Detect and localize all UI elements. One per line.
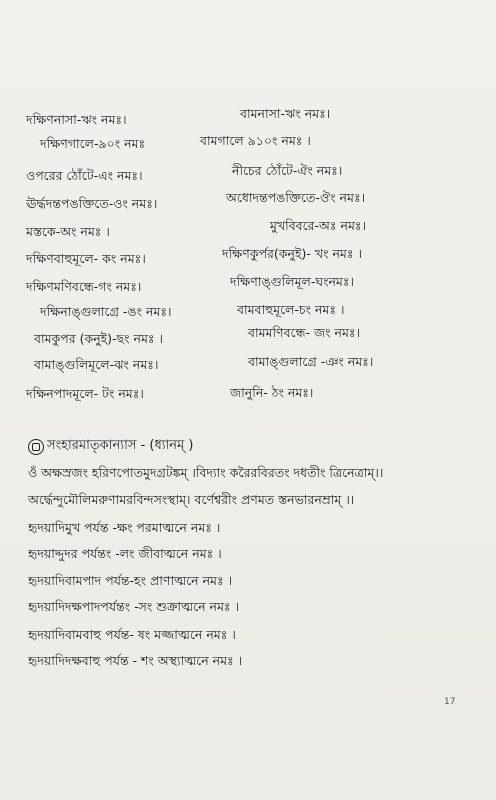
verse-line-7: হৃদয়াদিবামবাহু পর্যন্ত- ষং মজ্জাত্মনে নমঃ । (28, 627, 236, 642)
om-seal-icon (28, 439, 44, 455)
nyasa-right-3: নীচের ঠোঁটে-ঐং নমঃ। (232, 163, 343, 178)
nyasa-left-7: দক্ষিণমণিবন্ধে-গং নমঃ। (26, 279, 142, 294)
verse-line-3: হৃদয়াদিমুখ পর্যন্ত -ক্ষং পরমাত্মনে নমঃ । (28, 520, 221, 535)
nyasa-right-9: বামমণিবন্ধে- জং নমঃ। (248, 325, 361, 340)
nyasa-right-8: বামবাহুমূলে-চং নমঃ । (237, 302, 345, 317)
nyasa-left-4: ঊর্দ্ধদন্তপঙক্তিতে-ওং নমঃ। (26, 196, 158, 211)
nyasa-right-1: বামনাসা-ঋং নমঃ। (240, 106, 331, 121)
nyasa-left-3: ওপরের ঠোঁটে-এং নমঃ। (26, 168, 143, 183)
section-title: সংহারমাতৃকান্যাস - (ধ্যানম্ ) (47, 438, 194, 453)
nyasa-left-2: দক্ষিণগালে-৯০ং নমঃ (40, 136, 146, 151)
verse-line-6: হৃদয়াদিদক্ষপাদপর্যন্তং -সং শুক্রাত্মনে নমঃ । (28, 599, 240, 614)
nyasa-left-9: বামকুপর (কনুই)-ছং নমঃ । (34, 331, 164, 346)
nyasa-right-4: অধোদন্তপঙক্তিতে-ঔং নমঃ। (226, 190, 366, 205)
verse-line-5: হৃদয়াদিবামপাদ পর্যন্ত-হং প্রাণাত্মনে নমঃ । (28, 573, 233, 588)
page-number: 17 (444, 697, 456, 707)
nyasa-right-6: দক্ষিণকুর্পর(কনুই)- খং নমঃ । (222, 246, 362, 261)
nyasa-right-2: বামগালে ৯১০ং নমঃ । (200, 133, 311, 148)
nyasa-right-10: বামাঙ্গুলাগ্রে -ঞং নমঃ। (248, 354, 374, 369)
nyasa-left-5: মস্তকে-অং নমঃ । (26, 224, 110, 239)
section-heading (28, 436, 193, 457)
nyasa-left-10: বামাঙ্গুলিমূলে-ঝং নমঃ। (34, 357, 159, 372)
nyasa-left-1: দক্ষিণনাসা-ঋং নমঃ। (26, 112, 127, 127)
verse-line-8: হৃদয়াদিদক্ষবাহু পর্যন্ত - শং অস্থ্যাত্মনে নমঃ । (28, 653, 243, 668)
nyasa-right-5: মুখবিবরে-অঃ নমঃ। (270, 218, 367, 233)
nyasa-left-11: দক্ষিনপাদমূলে- টং নমঃ। (26, 386, 144, 401)
nyasa-left-8: দক্ষিনাঙ্গুলাগ্রে -ঙং নমঃ। (40, 304, 172, 319)
nyasa-right-7: দক্ষিণাঙ্গুলিমূল-ঘংনমঃ। (230, 274, 355, 289)
nyasa-right-11: জানুনি- ঠং নমঃ। (230, 385, 314, 400)
verse-line-1: ওঁ অক্ষস্রজং হরিণপোতমুদগ্রটঙ্কম্ ।বিদ্যাং করৈরবিরতং দধতীং ত্রিনেত্রাম্।। (28, 465, 384, 480)
verse-line-2: অর্দ্ধেন্দুমৌলিমরুণামরবিন্দসংস্থাম্। বর্ণেশ্বরীং প্রণমত স্তনভারনম্রাম্ ।। (28, 492, 355, 507)
nyasa-left-6: দক্ষিণবাহুমূলে- কং নমঃ। (26, 251, 146, 266)
verse-line-4: হৃদয়াদ্দুদর পর্যন্তং -লং জীবাত্মনে নমঃ । (28, 546, 222, 561)
